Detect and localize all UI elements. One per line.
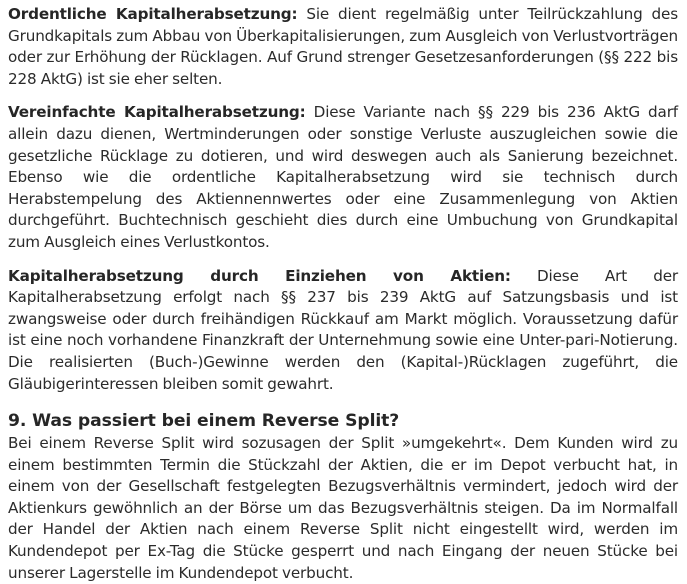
question-answer: Bei einem Reverse Split wird sozusagen der Split »umgekehrt«. Dem Kunden wird zu einem bestimmten Termin die Stückzahl der Aktien, die er im Depot verbucht hat, in einem von der Gesellschaft festgelegten Bezugsverhältnis vermindert, jedoch wird der Aktienkurs gewöhnlich an der Börse um das Bezugsverhältnis steigen. Da im Normalfall der Handel der Aktien nach einem Reverse Split nicht eingestellt wird, werden im Kundendepot per Ex-Tag die Stücke gesperrt und nach Eingang der neuen Stücke bei unserer Lagerstelle im Kundendepot verbucht. [8, 434, 678, 582]
term-vereinfachte-kapitalherabsetzung: Vereinfachte Kapitalherabsetzung: [8, 103, 306, 122]
section-kapitalherabsetzung-einziehen [8, 266, 678, 396]
term-ordentliche-kapitalherabsetzung: Ordentliche Kapitalherabsetzung: [8, 5, 298, 23]
definition-kapitalherabsetzung-einziehen: Diese Art der Kapitalherabsetzung erfolgt nach §§ 237 bis 239 AktG auf Satzungsbasis und ist zwangsweise oder durch freihändigen Rückkauf am Markt möglich. Voraussetzung dafür ist eine noch vorhandene Finanzkraft der Unternehmung sowie eine Unter-pari-Notierung. Die realisierten (Buch-)Gewinne werden den (Kapital-)Rücklagen zugeführt, die Gläubigerinteressen bleiben somit gewahrt. [8, 266, 679, 393]
section-ordentliche-kapitalherabsetzung [8, 4, 678, 90]
definition-ordentliche-kapitalherabsetzung: Sie dient regelmäßig unter Teilrückzahlung des Grundkapitals zum Abbau von Überkapitalisierungen, zum Ausgleich von Verlustvorträgen oder zur Erhöhung der Rücklagen. Auf Grund strenger Gesetzesanforderungen (§§ 222 bis 228 AktG) ist sie eher selten. [8, 5, 679, 88]
question-heading: 9. Was passiert bei einem Reverse Split? [8, 411, 400, 432]
section-vereinfachte-kapitalherabsetzung [8, 102, 678, 253]
definition-vereinfachte-kapitalherabsetzung: Diese Variante nach §§ 229 bis 236 AktG darf allein dazu dienen, Wertminderungen oder sonstige Verluste auszugleichen sowie die gesetzliche Rücklage zu dotieren, und wird deswegen auch als Sanierung bezeichnet. Ebenso wie die ordentliche Kapitalherabsetzung wird sie technisch durch Herabstempelung des Aktiennennwertes oder eine Zusammenlegung von Aktien durchgeführt. Buchtechnisch geschieht dies durch eine Umbuchung von Grundkapital zum Ausgleich eines Verlustkontos. [8, 103, 678, 251]
term-kapitalherabsetzung-einziehen: Kapitalherabsetzung durch Einziehen von Aktien: [8, 266, 511, 285]
